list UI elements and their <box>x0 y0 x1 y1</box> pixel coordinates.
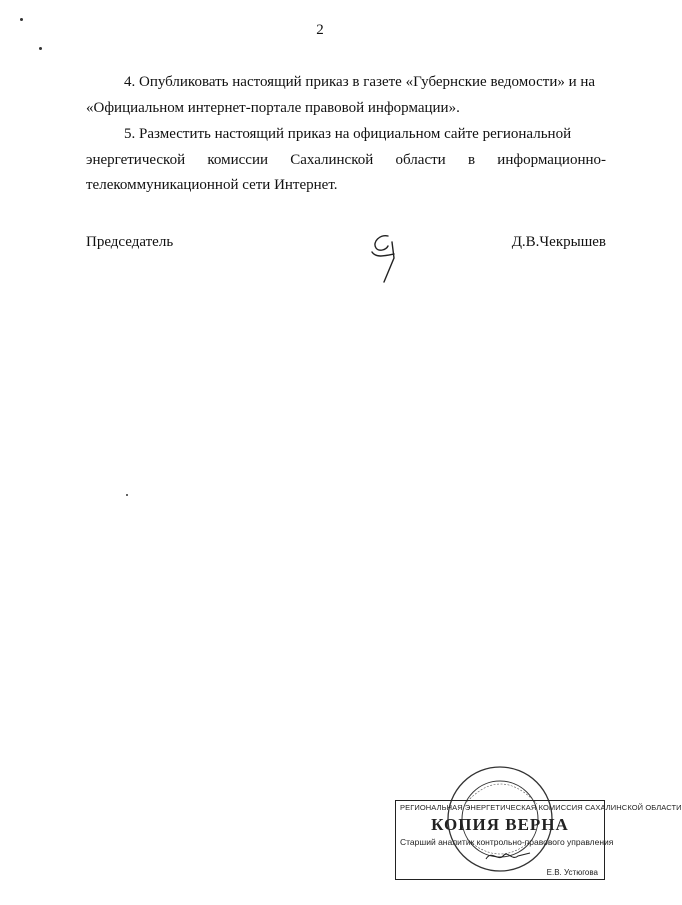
signatory-title: Председатель <box>86 234 174 250</box>
page-number: 2 <box>316 22 324 38</box>
paragraph-5-continuation: энергетической комиссии Сахалинской области в информационно-телекоммуникационной сети Интернет. <box>86 151 606 193</box>
handwritten-signature <box>366 228 406 284</box>
stamp-signature <box>484 847 534 865</box>
stamp-position: Старший аналитик контрольно-правового управления <box>400 837 614 847</box>
paragraph-5 <box>86 122 606 199</box>
certification-stamp <box>395 764 682 884</box>
stamp-organization: РЕГИОНАЛЬНАЯ ЭНЕРГЕТИЧЕСКАЯ КОМИССИЯ САХАЛИНСКОЙ ОБЛАСТИ <box>400 803 682 812</box>
signatory-name: Д.В.Чекрышев <box>511 234 606 250</box>
paragraph-4 <box>86 70 606 121</box>
scan-speck <box>39 47 42 50</box>
scan-speck <box>126 494 128 496</box>
paragraph-4-continuation: «Официальном интернет-портале правовой информации». <box>86 99 460 116</box>
stamp-box <box>395 800 682 880</box>
paragraph-5-first-line: 5. Разместить настоящий приказ на официальном сайте региональной <box>124 126 572 142</box>
scan-speck <box>20 18 23 21</box>
stamp-label: КОПИЯ ВЕРНА <box>431 815 569 834</box>
stamp-person: Е.В. Устюгова <box>546 868 598 877</box>
paragraph-4-first-line: 4. Опубликовать настоящий приказ в газете «Губернские ведомости» и на <box>124 74 596 90</box>
